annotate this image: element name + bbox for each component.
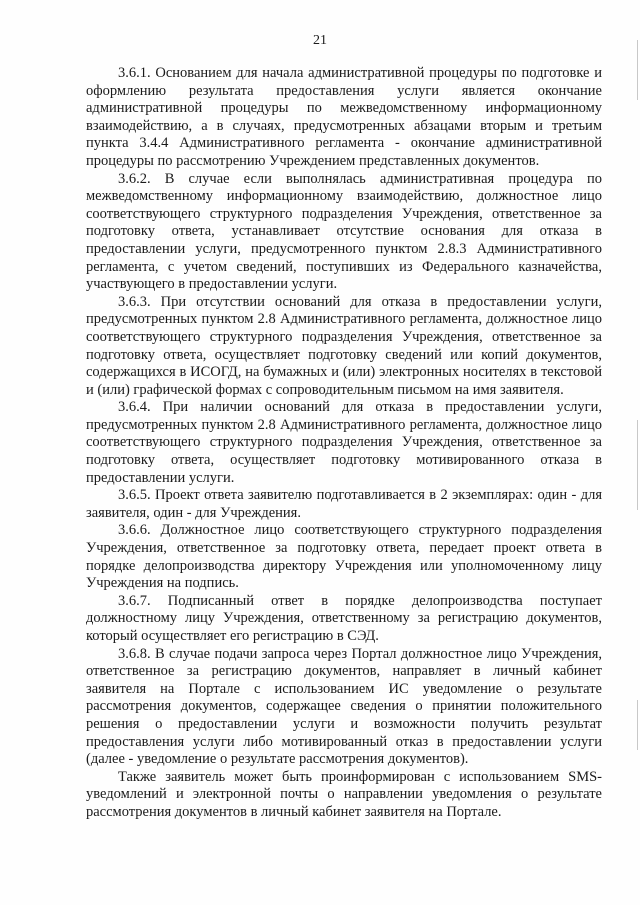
page-number: 21	[313, 33, 327, 48]
scan-edge-mark	[637, 40, 638, 100]
paragraph-3-6-8: 3.6.8. В случае подачи запроса через Портал должностное лицо Учреждения, ответственное за регистрацию документов, направляет в личный кабинет заявителя на Портале с использованием ИС уведомление о результате рассмотрения документов, содержащее сведения о принятии положительного решения о предоставлении услуги и возможности получить результат предоставления услуги либо мотивированный отказ в предоставлении услуги (далее - уведомление о результате рассмотрения документов).	[86, 645, 602, 768]
paragraph-3-6-4: 3.6.4. При наличии оснований для отказа в предоставлении услуги, предусмотренных пунктом 2.8 Административного регламента, должностное лицо соответствующего структурного подразделения Учреждения, ответственное за подготовку ответа, осуществляет подготовку мотивированного отказа в предоставлении услуги.	[86, 399, 602, 486]
paragraph-3-6-3: 3.6.3. При отсутствии оснований для отказа в предоставлении услуги, предусмотренных пунктом 2.8 Административного регламента, должностное лицо соответствующего структурного подразделения Учреждения, ответственное за подготовку ответа, осуществляет подготовку сведений или копий документов, содержащихся в ИСОГД, на бумажных и (или) электронных носителях в текстовой и (или) графической формах с сопроводительным письмом на имя заявителя.	[86, 293, 602, 398]
document-body	[86, 65, 602, 822]
paragraph-3-6-6: 3.6.6. Должностное лицо соответствующего структурного подразделения Учреждения, ответственное за подготовку ответа, передает проект ответа в порядке делопроизводства директору Учреждения или уполномоченному лицу Учреждения на подпись.	[86, 522, 602, 592]
scan-edge-mark	[637, 420, 638, 510]
paragraph-3-6-2: 3.6.2. В случае если выполнялась административная процедура по межведомственному информационному взаимодействию, должностное лицо соответствующего структурного подразделения Учреждения, ответственное за подготовку ответа, устанавливает отсутствие основания для отказа в предоставлении услуги, предусмотренного пунктом 2.8.3 Административного регламента, с учетом сведений, поступивших из Федерального казначейства, участвующего в предоставлении услуги.	[86, 170, 602, 293]
scan-edge-mark	[637, 700, 638, 750]
paragraph-notification: Также заявитель может быть проинформирован с использованием SMS-уведомлений и электронной почты о направлении уведомления о результате рассмотрения документов в личный кабинет заявителя на Портале.	[86, 768, 602, 820]
paragraph-3-6-1: 3.6.1. Основанием для начала административной процедуры по подготовке и оформлению результата предоставления услуги является окончание административной процедуры по межведомственному информационному взаимодействию, а в случаях, предусмотренных абзацами вторым и третьим пункта 3.4.4 Административного регламента - окончание административной процедуры по рассмотрению Учреждением представленных документов.	[86, 65, 602, 169]
paragraph-3-6-5: 3.6.5. Проект ответа заявителю подготавливается в 2 экземплярах: один - для заявителя, один - для Учреждения.	[86, 487, 602, 521]
paragraph-3-6-7: 3.6.7. Подписанный ответ в порядке делопроизводства поступает должностному лицу Учреждения, ответственному за регистрацию документов, который осуществляет его регистрацию в СЭД.	[86, 592, 602, 644]
